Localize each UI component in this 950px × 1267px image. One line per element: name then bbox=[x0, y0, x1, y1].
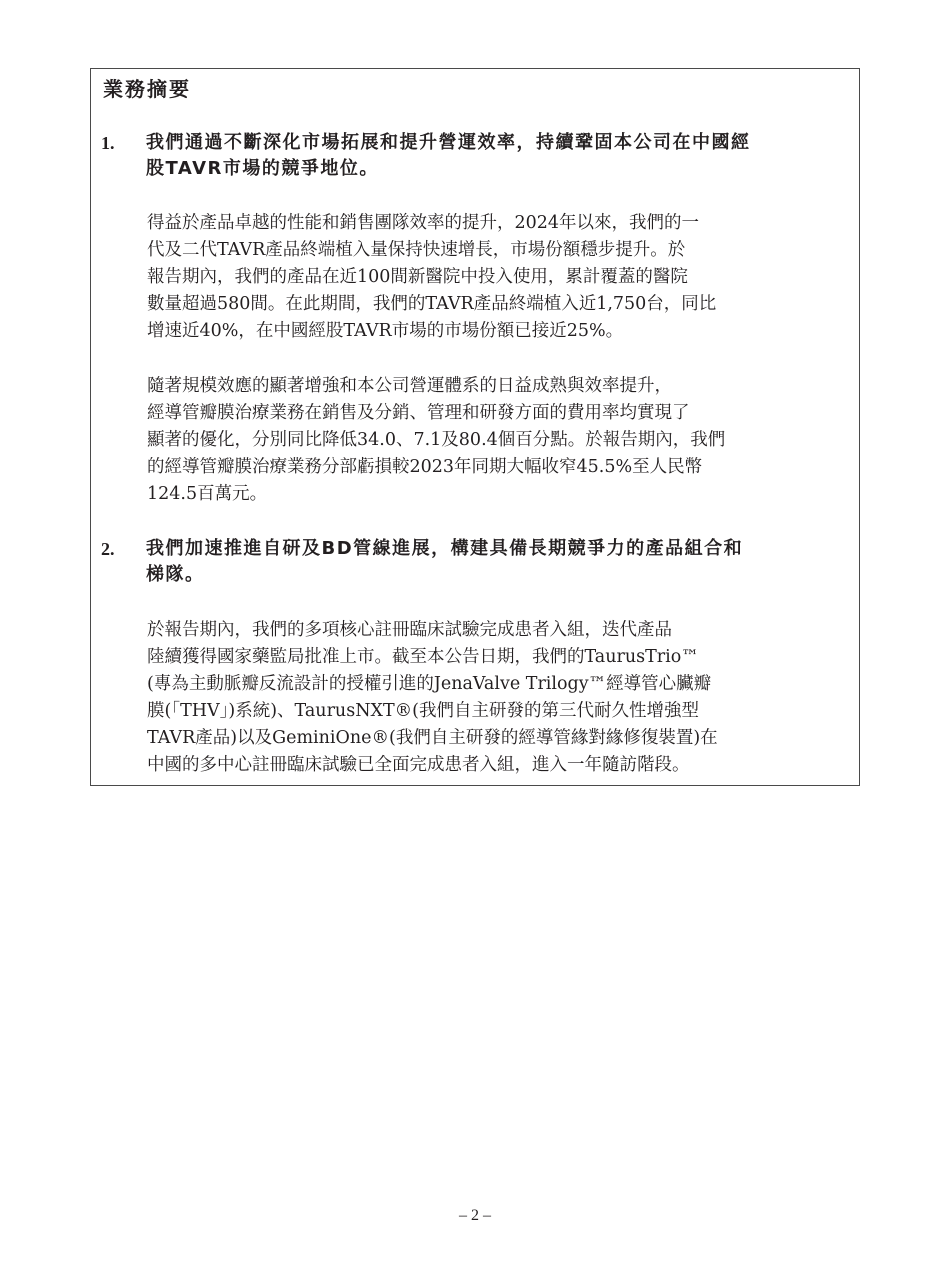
item-2-number: 2. bbox=[101, 539, 115, 559]
paragraph-line: (專為主動脈瓣反流設計的授權引進的JenaValve Trilogy™經導管心臟瓣 bbox=[147, 674, 712, 694]
paragraph-line: 報告期內，我們的產品在近100間新醫院中投入使用，累計覆蓋的醫院 bbox=[147, 267, 688, 287]
section-title: 業務摘要 bbox=[103, 77, 191, 101]
paragraph-line: 隨著規模效應的顯著增強和本公司營運體系的日益成熟與效率提升， bbox=[147, 376, 672, 396]
heading-line: 我們加速推進自研及BD管線進展，構建具備長期競爭力的產品組合和 bbox=[146, 538, 744, 559]
paragraph-line: 於報告期內，我們的多項核心註冊臨床試驗完成患者入組，迭代產品 bbox=[147, 620, 672, 640]
paragraph-line: 膜(「THV」)系統)、TaurusNXT®(我們自主研發的第三代耐久性增強型 bbox=[147, 701, 699, 721]
paragraph-line: 代及二代TAVR產品終端植入量保持快速增長，市場份額穩步提升。於 bbox=[147, 240, 686, 260]
business-summary-box bbox=[90, 68, 860, 786]
page-number: – 2 – bbox=[459, 1207, 491, 1224]
paragraph-line: 124.5百萬元。 bbox=[147, 484, 268, 504]
heading-line: 梯隊。 bbox=[146, 564, 205, 585]
paragraph-line: 得益於產品卓越的性能和銷售團隊效率的提升，2024年以來，我們的一 bbox=[147, 213, 700, 233]
heading-line: 我們通過不斷深化市場拓展和提升營運效率，持續鞏固本公司在中國經 bbox=[146, 132, 751, 153]
paragraph-line: 的經導管瓣膜治療業務分部虧損較2023年同期大幅收窄45.5%至人民幣 bbox=[147, 457, 703, 477]
paragraph-line: 陸續獲得國家藥監局批准上市。截至本公告日期，我們的TaurusTrio™ bbox=[147, 647, 699, 667]
paragraph-line: 數量超過580間。在此期間，我們的TAVR產品終端植入近1,750台，同比 bbox=[147, 294, 717, 314]
heading-line: 股TAVR市場的競爭地位。 bbox=[146, 158, 379, 179]
paragraph-line: 增速近40%，在中國經股TAVR市場的市場份額已接近25%。 bbox=[147, 321, 624, 341]
paragraph-line: 顯著的優化，分別同比降低34.0、7.1及80.4個百分點。於報告期內，我們 bbox=[147, 430, 726, 450]
item-1-number: 1. bbox=[101, 133, 115, 153]
paragraph-line: 中國的多中心註冊臨床試驗已全面完成患者入組，進入一年隨訪階段。 bbox=[147, 755, 690, 775]
paragraph-line: 經導管瓣膜治療業務在銷售及分銷、管理和研發方面的費用率均實現了 bbox=[147, 403, 690, 423]
paragraph-line: TAVR產品)以及GeminiOne®(我們自主研發的經導管緣對緣修復裝置)在 bbox=[147, 728, 718, 748]
